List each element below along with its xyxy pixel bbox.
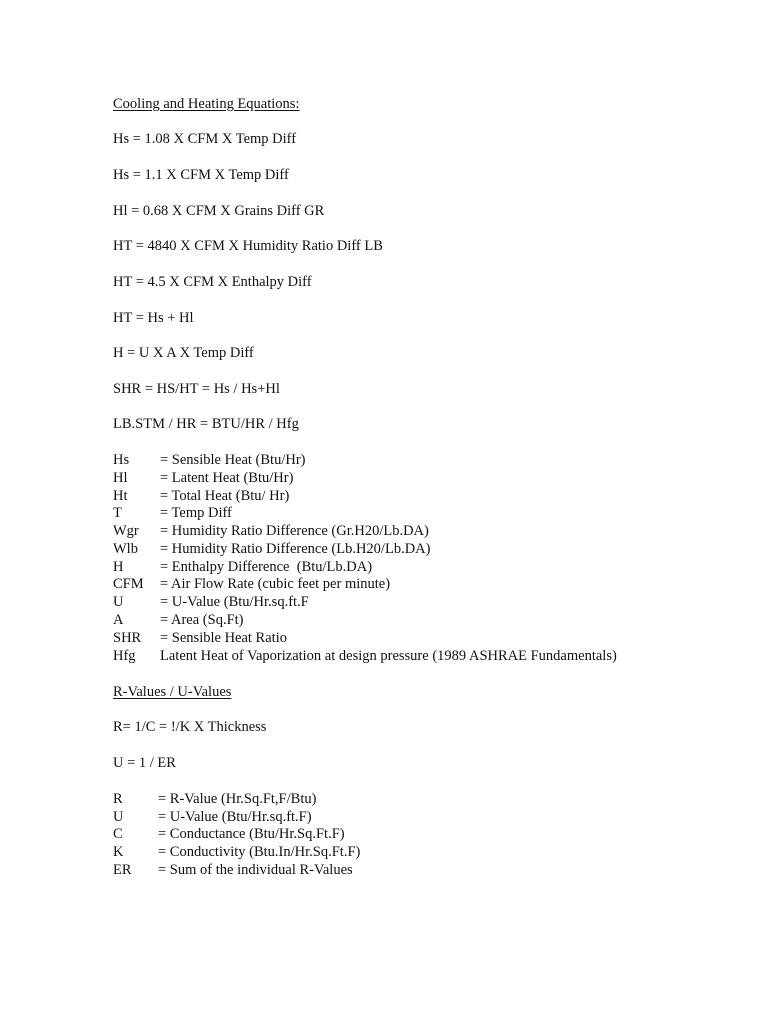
definition-symbol: R — [113, 791, 123, 807]
definition-row — [113, 575, 390, 593]
definition-row — [113, 487, 289, 505]
definition-text: = Area (Sq.Ft) — [160, 612, 244, 628]
definition-text: = Humidity Ratio Difference (Lb.H20/Lb.DA) — [160, 541, 431, 557]
definition-text: = Temp Diff — [160, 505, 232, 521]
definition-row — [113, 647, 617, 665]
definition-text: = Humidity Ratio Difference (Gr.H20/Lb.DA) — [160, 523, 429, 539]
definition-text: = Air Flow Rate (cubic feet per minute) — [160, 576, 391, 592]
equation-line: HT = Hs + Hl — [113, 310, 194, 326]
definition-row — [113, 504, 232, 522]
definition-text: = Sum of the individual R-Values — [158, 862, 353, 878]
definition-row — [113, 558, 372, 576]
definition-row — [113, 843, 360, 861]
definition-text: = R-Value (Hr.Sq.Ft,F/Btu) — [158, 791, 317, 807]
equation-line: Hl = 0.68 X CFM X Grains Diff GR — [113, 203, 325, 219]
definition-row — [113, 611, 244, 629]
definition-text: = U-Value (Btu/Hr.sq.ft.F) — [158, 809, 312, 825]
definition-text: = Total Heat (Btu/ Hr) — [160, 488, 290, 504]
definition-symbol: U — [113, 594, 124, 610]
definition-symbol: ER — [113, 862, 132, 878]
definition-symbol: Ht — [113, 488, 128, 504]
definition-symbol: H — [113, 559, 124, 575]
definition-symbol: Hs — [113, 452, 130, 468]
definition-symbol: Wlb — [113, 541, 138, 557]
equation-line: H = U X A X Temp Diff — [113, 345, 254, 361]
definition-text: Latent Heat of Vaporization at design pressure (1989 ASHRAE Fundamentals) — [160, 648, 617, 664]
equation-line: R= 1/C = !/K X Thickness — [113, 719, 267, 735]
definition-symbol: T — [113, 505, 122, 521]
definition-row — [113, 540, 430, 558]
definition-row — [113, 629, 287, 647]
definition-text: = Conductance (Btu/Hr.Sq.Ft.F) — [158, 826, 345, 842]
definition-row — [113, 451, 306, 469]
definition-row — [113, 861, 353, 879]
section-heading-r-values: R-Values / U-Values — [113, 684, 232, 700]
definition-text: = Sensible Heat (Btu/Hr) — [160, 452, 306, 468]
equation-line: LB.STM / HR = BTU/HR / Hfg — [113, 416, 299, 432]
definition-row — [113, 790, 316, 808]
equation-line: SHR = HS/HT = Hs / Hs+Hl — [113, 381, 280, 397]
definition-symbol: U — [113, 809, 124, 825]
definition-text: = Sensible Heat Ratio — [160, 630, 287, 646]
definition-symbol: SHR — [113, 630, 142, 646]
equation-line: HT = 4.5 X CFM X Enthalpy Diff — [113, 274, 312, 290]
definition-row — [113, 522, 429, 540]
definition-row — [113, 825, 345, 843]
definition-text: = U-Value (Btu/Hr.sq.ft.F — [160, 594, 309, 610]
definition-text: = Conductivity (Btu.In/Hr.Sq.Ft.F) — [158, 844, 361, 860]
definition-text: = Enthalpy Difference (Btu/Lb.DA) — [160, 559, 373, 575]
definition-symbol: K — [113, 844, 124, 860]
definition-row — [113, 808, 312, 826]
equation-line: Hs = 1.08 X CFM X Temp Diff — [113, 131, 297, 147]
equation-line: Hs = 1.1 X CFM X Temp Diff — [113, 167, 289, 183]
equation-line: HT = 4840 X CFM X Humidity Ratio Diff LB — [113, 238, 383, 254]
definition-symbol: Hl — [113, 470, 128, 486]
definition-row — [113, 469, 293, 487]
equation-line: U = 1 / ER — [113, 755, 176, 771]
definition-symbol: C — [113, 826, 123, 842]
section-heading-cooling-heating: Cooling and Heating Equations: — [113, 96, 300, 112]
definition-symbol: Hfg — [113, 648, 136, 664]
definition-row — [113, 593, 309, 611]
definition-text: = Latent Heat (Btu/Hr) — [160, 470, 294, 486]
definition-symbol: CFM — [113, 576, 144, 592]
definition-symbol: Wgr — [113, 523, 139, 539]
definition-symbol: A — [113, 612, 124, 628]
